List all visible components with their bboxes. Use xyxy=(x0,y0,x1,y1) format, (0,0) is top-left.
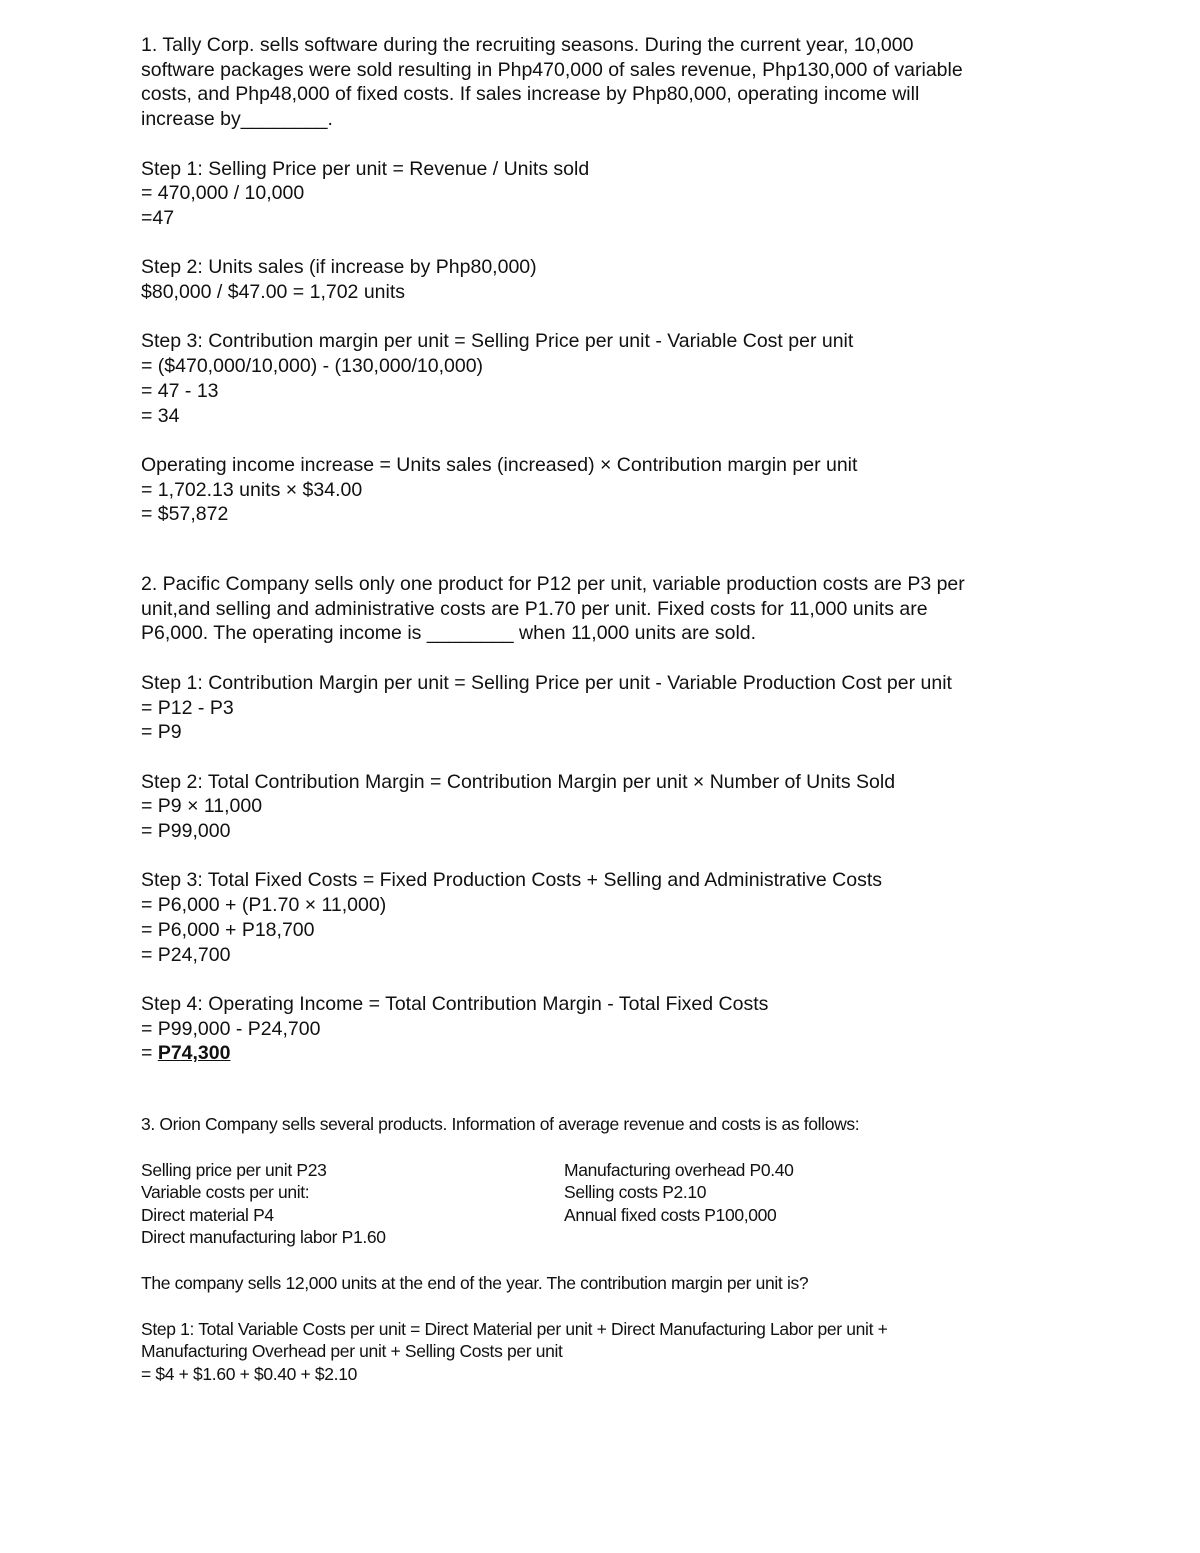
q1-step-1 xyxy=(141,157,1061,231)
document-page xyxy=(141,33,1061,1385)
q1-question-line: 1. Tally Corp. sells software during the recruiting seasons. During the current year, 10,000 xyxy=(141,34,914,56)
q1-step-1-line: =47 xyxy=(141,206,175,229)
q1-result xyxy=(141,453,1061,527)
q1-step-3-line: Step 3: Contribution margin per unit = Selling Price per unit - Variable Cost per unit xyxy=(141,330,854,353)
q3-info-item: Manufacturing overhead P0.40 xyxy=(564,1159,794,1180)
q1-step-1-line: Step 1: Selling Price per unit = Revenue / Units sold xyxy=(141,157,590,180)
q3-info-item: Selling costs P2.10 xyxy=(564,1182,707,1203)
q3-info-item: Direct manufacturing labor P1.60 xyxy=(141,1227,386,1248)
q2-step-1-line: = P12 - P3 xyxy=(141,696,234,719)
q3-prompt: The company sells 12,000 units at the end of the year. The contribution margin per unit is? xyxy=(141,1272,809,1293)
q3-step-1-line: Step 1: Total Variable Costs per unit = Direct Material per unit + Direct Manufacturing Labor per unit + xyxy=(141,1318,888,1339)
q2-step-1 xyxy=(141,671,1061,745)
q1-step-2-line: Step 2: Units sales (if increase by Php80,000) xyxy=(141,256,537,279)
q2-step-1-line: = P9 xyxy=(141,721,182,744)
q2-question-line: 2. Pacific Company sells only one product for P12 per unit, variable production costs are P3 per xyxy=(141,573,965,595)
q1-question-line: costs, and Php48,000 of fixed costs. If sales increase by Php80,000, operating income will xyxy=(141,83,920,106)
q1-result-line: = 1,702.13 units × $34.00 xyxy=(141,478,363,501)
q3-step-1-line: Manufacturing Overhead per unit + Selling Costs per unit xyxy=(141,1341,563,1362)
q2-answer-line xyxy=(141,1041,1061,1066)
q2-step-2-line: Step 2: Total Contribution Margin = Contribution Margin per unit × Number of Units Sold xyxy=(141,770,896,793)
q1-result-line: = $57,872 xyxy=(141,503,229,526)
q2-step-4-line: = P99,000 - P24,700 xyxy=(141,1017,321,1040)
q2-step-4-line: Step 4: Operating Income = Total Contribution Margin - Total Fixed Costs xyxy=(141,992,769,1015)
q1-step-3-line: = 47 - 13 xyxy=(141,379,219,402)
q2-answer: P74,300 xyxy=(157,1042,231,1065)
q2-answer-prefix: = xyxy=(141,1042,158,1065)
q1-step-3-line: = ($470,000/10,000) - (130,000/10,000) xyxy=(141,355,484,378)
q2-step-3-line: = P6,000 + P18,700 xyxy=(141,918,315,941)
q2-question-text xyxy=(141,572,1061,646)
q3-info-item: Annual fixed costs P100,000 xyxy=(564,1204,777,1225)
q3-info-item: Variable costs per unit: xyxy=(141,1182,310,1203)
q3-info-right-column xyxy=(564,1159,1061,1249)
q2-step-3-line: = P24,700 xyxy=(141,943,231,966)
q2-step-4 xyxy=(141,992,1061,1066)
q3-info-item: Direct material P4 xyxy=(141,1204,274,1225)
q1-step-1-line: = 470,000 / 10,000 xyxy=(141,182,305,205)
q1-step-2-line: $80,000 / $47.00 = 1,702 units xyxy=(141,281,406,303)
q3-question-text: 3. Orion Company sells several products. Information of average revenue and costs is as follows: xyxy=(141,1114,860,1134)
q2-step-2-line: = P99,000 xyxy=(141,820,231,842)
q2-step-3-line: Step 3: Total Fixed Costs = Fixed Production Costs + Selling and Administrative Costs xyxy=(141,869,882,892)
q3-info-item: Selling price per unit P23 xyxy=(141,1159,327,1180)
q3-step-1-line: = $4 + $1.60 + $0.40 + $2.10 xyxy=(141,1363,357,1384)
q2-step-2 xyxy=(141,770,1061,844)
q1-question-text xyxy=(141,33,1061,132)
q2-step-2-line: = P9 × 11,000 xyxy=(141,795,263,818)
q1-step-3 xyxy=(141,329,1061,428)
q3-info-left-column xyxy=(141,1159,564,1249)
q2-step-1-line: Step 1: Contribution Margin per unit = Selling Price per unit - Variable Production Cost per unit xyxy=(141,671,952,694)
q3-info-table xyxy=(141,1159,1061,1249)
q2-step-3 xyxy=(141,868,1061,967)
question-1 xyxy=(141,33,1061,527)
q1-result-line: Operating income increase = Units sales (increased) × Contribution margin per unit xyxy=(141,453,858,476)
q1-step-3-line: = 34 xyxy=(141,404,180,427)
q1-step-2 xyxy=(141,255,1061,304)
q2-step-3-line: = P6,000 + (P1.70 × 11,000) xyxy=(141,894,387,917)
q2-question-line: P6,000. The operating income is ________ when 11,000 units are sold. xyxy=(141,622,757,645)
q1-question-line: increase by________. xyxy=(141,108,333,131)
q2-question-line: unit,and selling and administrative costs are P1.70 per unit. Fixed costs for 11,000 units are xyxy=(141,597,928,620)
question-3 xyxy=(141,1113,1061,1385)
q1-question-line: software packages were sold resulting in Php470,000 of sales revenue, Php130,000 of variable xyxy=(141,58,963,81)
q3-step-1 xyxy=(141,1318,1061,1386)
question-2 xyxy=(141,572,1061,1066)
